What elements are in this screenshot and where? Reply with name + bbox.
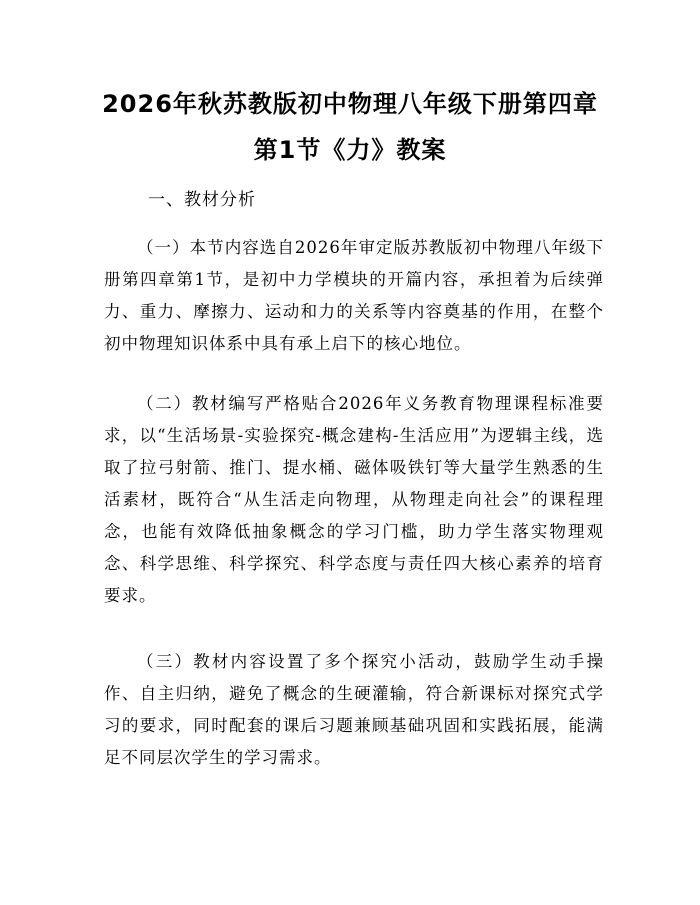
- paragraph-2: （二）教材编写严格贴合2026年义务教育物理课程标准要求，以“生活场景-实验探究-概念建构-生活应用”为逻辑主线，选取了拉弓射箭、推门、提水桶、磁体吸铁钉等大量学生熟悉的生活素材，既符合“从生活走向物理，从物理走向社会”的课程理念，也能有效降低抽象概念的学习门槛，助力学生落实物理观念、科学思维、科学探究、科学态度与责任四大核心素养的培育要求。: [104, 394, 604, 605]
- section-heading: 一、教材分析: [148, 190, 256, 210]
- document-title-line-1: 2026年秋苏教版初中物理八年级下册第四章: [102, 90, 598, 118]
- paragraph-3: （三）教材内容设置了多个探究小活动，鼓励学生动手操作、自主归纳，避免了概念的生硬灌输，符合新课标对探究式学习的要求，同时配套的课后习题兼顾基础巩固和实践拓展，能满足不同层次学生的学习需求。: [104, 652, 604, 767]
- document-title-line-2: 第1节《力》教案: [253, 136, 447, 164]
- paragraph-1: （一）本节内容选自2026年审定版苏教版初中物理八年级下册第四章第1节，是初中力学模块的开篇内容，承担着为后续弹力、重力、摩擦力、运动和力的关系等内容奠基的作用，在整个初中物理知识体系中具有承上启下的核心地位。: [104, 238, 604, 353]
